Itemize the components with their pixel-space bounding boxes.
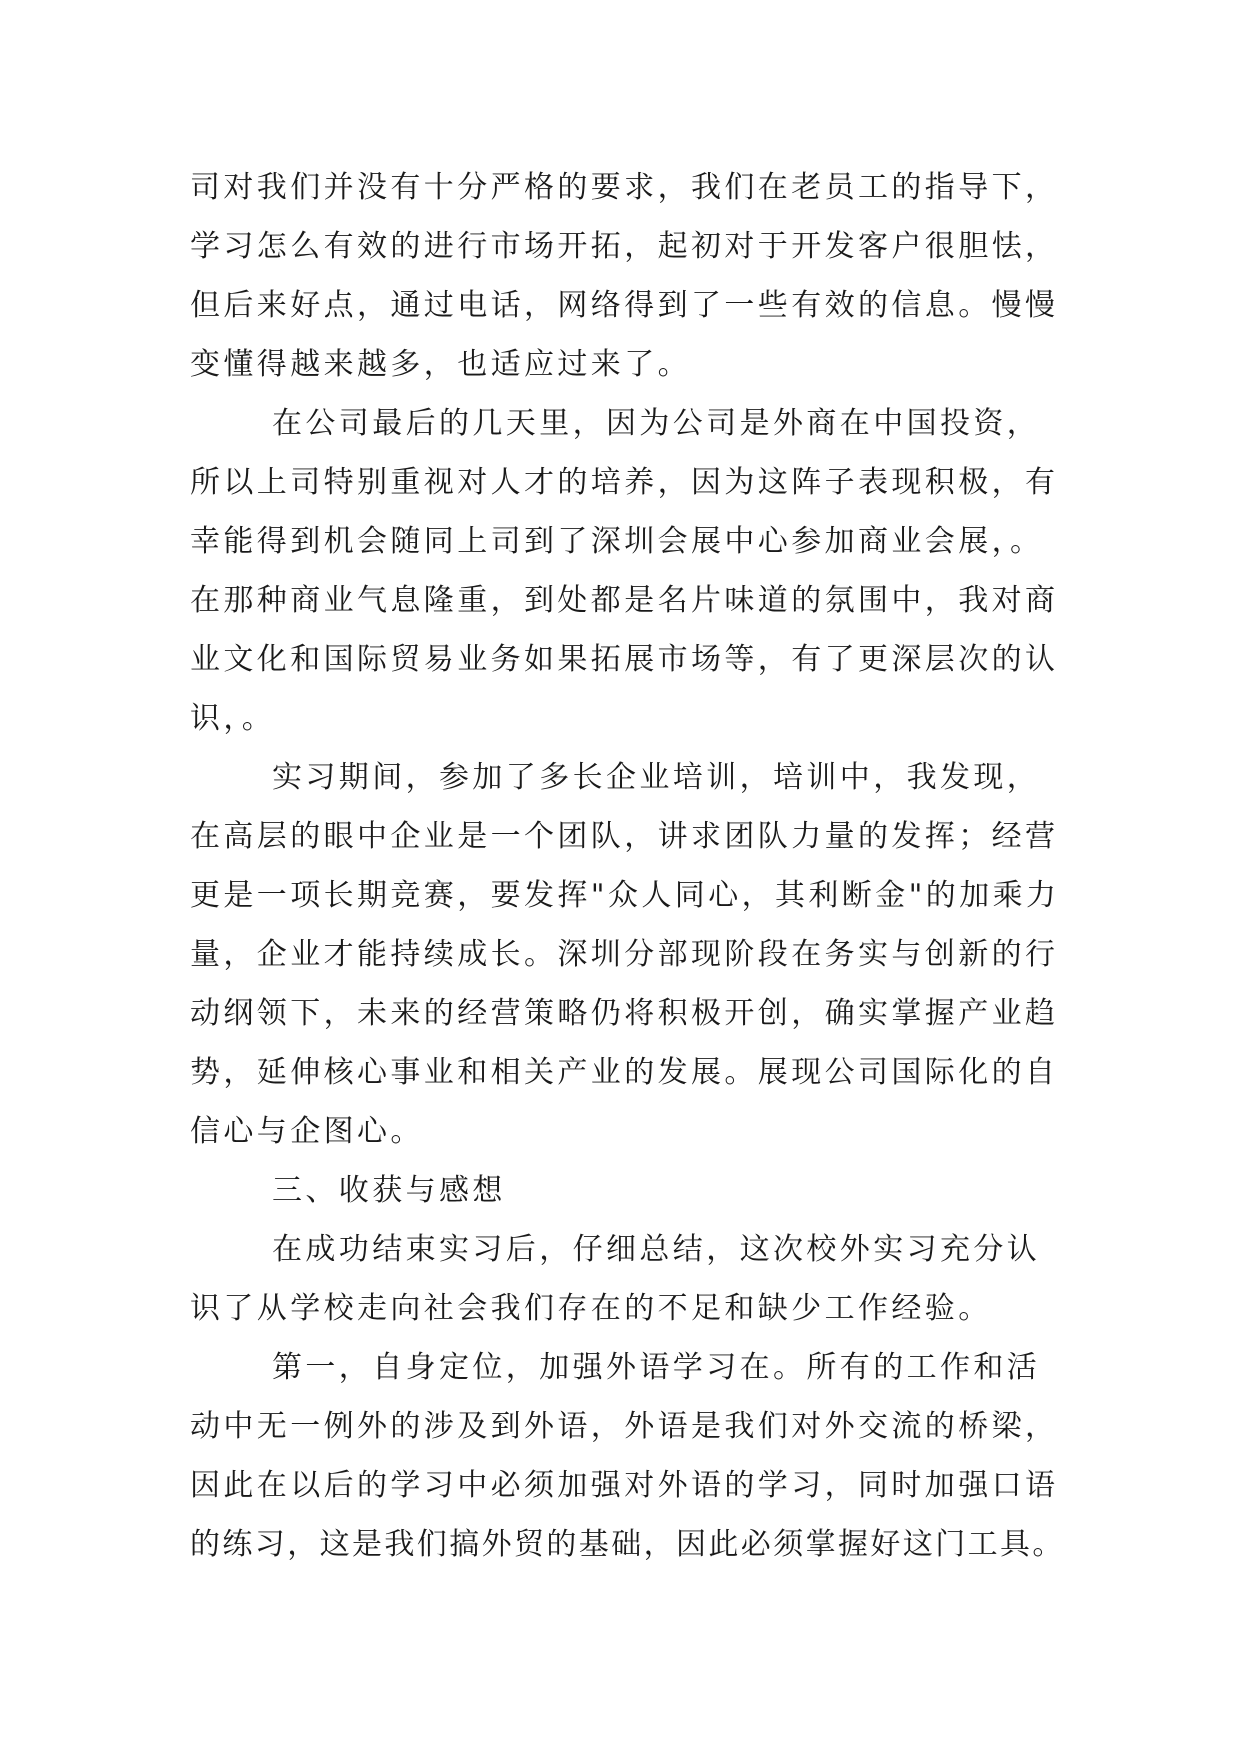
text-line: 变懂得越来越多，也适应过来了。 — [190, 347, 691, 382]
text-line: 量，企业才能持续成长。深圳分部现阶段在务实与创新的行 — [190, 937, 1059, 972]
text-line: 在成功结束实习后，仔细总结，这次校外实习充分认 — [272, 1232, 1041, 1267]
text-line: 司对我们并没有十分严格的要求，我们在老员工的指导下， — [190, 170, 1059, 205]
text-line: 在高层的眼中企业是一个团队，讲求团队力量的发挥；经营 — [190, 819, 1059, 854]
text-line: 因此在以后的学习中必须加强对外语的学习，同时加强口语 — [190, 1468, 1059, 1503]
text-line: 势，延伸核心事业和相关产业的发展。展现公司国际化的自 — [190, 1055, 1059, 1090]
text-line: 识，。 — [190, 701, 276, 736]
text-line: 实习期间，参加了多长企业培训，培训中，我发现， — [272, 760, 1041, 795]
text-line: 所以上司特别重视对人才的培养，因为这阵子表现积极，有 — [190, 465, 1059, 500]
text-line: 学习怎么有效的进行市场开拓，起初对于开发客户很胆怯， — [190, 229, 1059, 264]
text-line: 信心与企图心。 — [190, 1114, 424, 1149]
text-line: 动中无一例外的涉及到外语，外语是我们对外交流的桥梁， — [190, 1409, 1059, 1444]
text-line: 业文化和国际贸易业务如果拓展市场等，有了更深层次的认 — [190, 642, 1059, 677]
text-line: 第一，自身定位，加强外语学习在。所有的工作和活 — [272, 1350, 1041, 1385]
text-line: 更是一项长期竞赛，要发挥"众人同心，其利断金"的加乘力 — [190, 878, 1060, 913]
text-line: 幸能得到机会随同上司到了深圳会展中心参加商业会展，。 — [190, 524, 1044, 559]
text-line: 在公司最后的几天里，因为公司是外商在中国投资， — [272, 406, 1041, 441]
text-line: 的练习，这是我们搞外贸的基础，因此必须掌握好这门工具。 — [190, 1527, 1065, 1562]
text-line: 识了从学校走向社会我们存在的不足和缺少工作经验。 — [190, 1291, 992, 1326]
document-body — [190, 158, 1070, 1574]
text-line: 动纲领下，未来的经营策略仍将积极开创，确实掌握产业趋 — [190, 996, 1059, 1031]
text-line: 但后来好点，通过电话，网络得到了一些有效的信息。慢慢 — [190, 288, 1059, 323]
text-line: 在那种商业气息隆重，到处都是名片味道的氛围中，我对商 — [190, 583, 1059, 618]
text-line: 三、收获与感想 — [272, 1173, 506, 1208]
